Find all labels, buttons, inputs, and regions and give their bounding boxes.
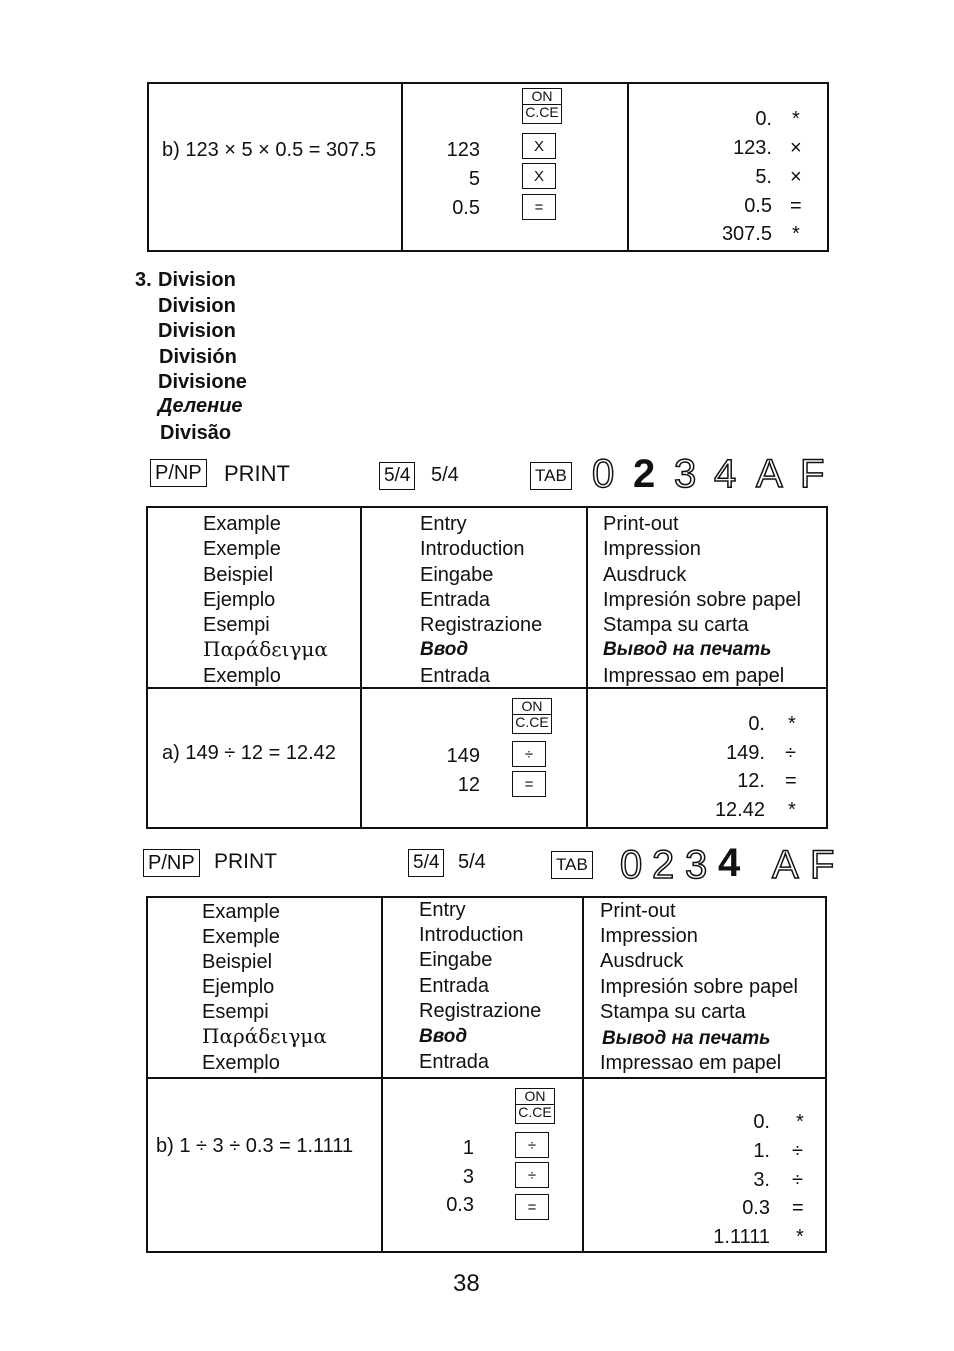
header-printout: Вывод на печать — [603, 639, 772, 660]
pnp-switch-key: P/NP — [143, 849, 200, 877]
header-example: Beispiel — [203, 564, 274, 586]
entry-value: 12 — [457, 774, 480, 796]
decimal-option-selected: 4 — [718, 841, 741, 885]
entry-value: 3 — [462, 1166, 474, 1188]
entry-value: 5 — [468, 168, 480, 190]
rounding-switch-key: 5/4 — [379, 462, 415, 490]
printout-symbol: = — [790, 195, 802, 217]
equals-key: = — [512, 771, 546, 797]
key-label: ON — [513, 699, 551, 715]
decimal-option: 2 — [652, 843, 675, 887]
section-title: Division — [158, 269, 236, 291]
equals-key: = — [515, 1194, 549, 1220]
section-title: Division — [158, 320, 236, 342]
decimal-option-selected: 2 — [633, 452, 656, 496]
section-title: Division — [158, 295, 236, 317]
on-cce-key — [515, 1088, 555, 1124]
printout-value: 0.5 — [744, 195, 772, 217]
multiply-key: X — [522, 163, 556, 189]
printout-value: 123. — [733, 137, 772, 159]
entry-value: 0.3 — [446, 1194, 474, 1216]
entry-value: 0.5 — [452, 197, 480, 219]
printout-value: 5. — [755, 166, 772, 188]
printout-value: 149. — [726, 742, 765, 764]
divide-key: ÷ — [512, 741, 546, 767]
rounding-switch-key: 5/4 — [408, 849, 444, 877]
decimal-option: 0 — [620, 843, 643, 887]
header-entry: Entrada — [420, 589, 491, 611]
header-entry: Introduction — [420, 538, 525, 560]
tab-switch-key: TAB — [551, 851, 593, 879]
printout-symbol: × — [790, 137, 802, 159]
printout-symbol: ÷ — [792, 1140, 803, 1162]
key-label: C.CE — [518, 1104, 552, 1120]
decimal-option: 4 — [714, 452, 737, 496]
header-printout: Stampa su carta — [600, 1001, 746, 1023]
printout-value: 1.1111 — [713, 1226, 770, 1248]
decimal-option: 3 — [674, 452, 697, 496]
header-entry: Entry — [419, 899, 466, 921]
header-entry: Registrazione — [420, 614, 543, 636]
printout-symbol: = — [785, 770, 797, 792]
section-title: División — [159, 346, 237, 368]
header-entry: Entry — [420, 513, 467, 535]
example-text: b) 1 ÷ 3 ÷ 0.3 = 1.1111 — [156, 1135, 354, 1157]
printout-value: 307.5 — [721, 223, 772, 245]
printout-symbol: * — [788, 713, 796, 735]
printout-value: 12. — [737, 770, 765, 792]
header-example: Ejemplo — [202, 976, 275, 998]
entry-value: 1 — [462, 1137, 474, 1159]
header-example: Exemple — [203, 538, 281, 560]
header-printout: Ausdruck — [600, 950, 684, 972]
printout-value: 1. — [753, 1140, 770, 1162]
header-printout: Impression — [600, 925, 698, 947]
printout-symbol: × — [790, 166, 802, 188]
header-example: Example — [202, 901, 280, 923]
key-label: C.CE — [525, 104, 559, 120]
header-printout: Impression — [603, 538, 701, 560]
entry-value: 149 — [446, 745, 480, 767]
printout-symbol: * — [796, 1226, 804, 1248]
printout-symbol: ÷ — [785, 742, 796, 764]
printout-symbol: * — [788, 799, 796, 821]
printout-symbol: ÷ — [792, 1169, 803, 1191]
header-example: Esempi — [202, 1001, 269, 1023]
divider — [582, 896, 584, 1253]
printout-value: 3. — [753, 1169, 770, 1191]
decimal-option: 3 — [685, 843, 708, 887]
entry-value: 123 — [446, 139, 480, 161]
header-example: Ejemplo — [203, 589, 276, 611]
printout-value: 0. — [753, 1111, 770, 1133]
pnp-switch-key: P/NP — [150, 459, 207, 487]
divider — [401, 82, 403, 252]
example-text: b) 123 × 5 × 0.5 = 307.5 — [162, 139, 377, 161]
header-entry: Ввод — [420, 639, 469, 660]
printout-symbol: * — [792, 223, 800, 245]
section-title: Divisão — [160, 422, 232, 444]
printout-value: 0. — [748, 713, 765, 735]
equals-key: = — [522, 194, 556, 220]
example-text: a) 149 ÷ 12 = 12.42 — [162, 742, 336, 764]
on-cce-key — [522, 88, 562, 124]
printout-value: 0.3 — [742, 1197, 770, 1219]
on-cce-key — [512, 698, 552, 734]
printout-value: 12.42 — [714, 799, 765, 821]
header-example: Exemple — [202, 926, 280, 948]
header-printout: Ausdruck — [603, 564, 687, 586]
divide-key: ÷ — [515, 1162, 549, 1188]
decimal-option: F — [810, 843, 835, 887]
header-example: Παράδειγμα — [202, 1024, 327, 1048]
header-example: Example — [203, 513, 281, 535]
printout-symbol: * — [792, 108, 800, 130]
header-entry: Registrazione — [419, 1000, 542, 1022]
divide-key: ÷ — [515, 1132, 549, 1158]
rounding-label: 5/4 — [458, 851, 486, 873]
header-printout: Impresión sobre papel — [600, 976, 798, 998]
divider — [360, 506, 362, 829]
header-printout: Impresión sobre papel — [603, 589, 801, 611]
header-entry: Eingabe — [420, 564, 494, 586]
printout-symbol: * — [796, 1111, 804, 1133]
decimal-option: A — [772, 843, 799, 887]
tab-switch-key: TAB — [530, 462, 572, 490]
header-example: Exemplo — [203, 665, 281, 687]
divider — [586, 506, 588, 829]
divider — [627, 82, 629, 252]
printout-value: 0. — [755, 108, 772, 130]
section-number: 3. — [135, 269, 152, 291]
printout-symbol: = — [792, 1197, 804, 1219]
key-label: ON — [516, 1089, 554, 1105]
header-printout: Print-out — [600, 900, 676, 922]
header-example: Exemplo — [202, 1052, 280, 1074]
divider — [146, 1077, 827, 1079]
header-entry: Introduction — [419, 924, 524, 946]
header-example: Esempi — [203, 614, 270, 636]
decimal-option: F — [800, 452, 825, 496]
decimal-option: 0 — [592, 452, 615, 496]
header-entry: Ввод — [419, 1026, 468, 1047]
multiply-key: X — [522, 133, 556, 159]
key-label: C.CE — [515, 714, 549, 730]
header-example: Παράδειγμα — [203, 637, 328, 661]
header-printout: Stampa su carta — [603, 614, 749, 636]
header-entry: Entrada — [419, 1051, 490, 1073]
page-number: 38 — [453, 1270, 480, 1297]
header-example: Beispiel — [202, 951, 273, 973]
header-printout: Impressao em papel — [600, 1052, 782, 1074]
header-printout: Print-out — [603, 513, 679, 535]
rounding-label: 5/4 — [431, 464, 459, 486]
header-entry: Entrada — [420, 665, 491, 687]
section-title: Divisione — [158, 371, 247, 393]
section-title: Деление — [158, 395, 243, 417]
divider — [381, 896, 383, 1253]
header-entry: Eingabe — [419, 949, 493, 971]
key-label: ON — [523, 89, 561, 105]
decimal-option: A — [756, 452, 783, 496]
pnp-label: PRINT — [224, 461, 290, 486]
header-printout: Impressao em papel — [603, 665, 785, 687]
header-printout: Вывод на печать — [602, 1028, 771, 1049]
header-entry: Entrada — [419, 975, 490, 997]
pnp-label: PRINT — [214, 850, 277, 873]
